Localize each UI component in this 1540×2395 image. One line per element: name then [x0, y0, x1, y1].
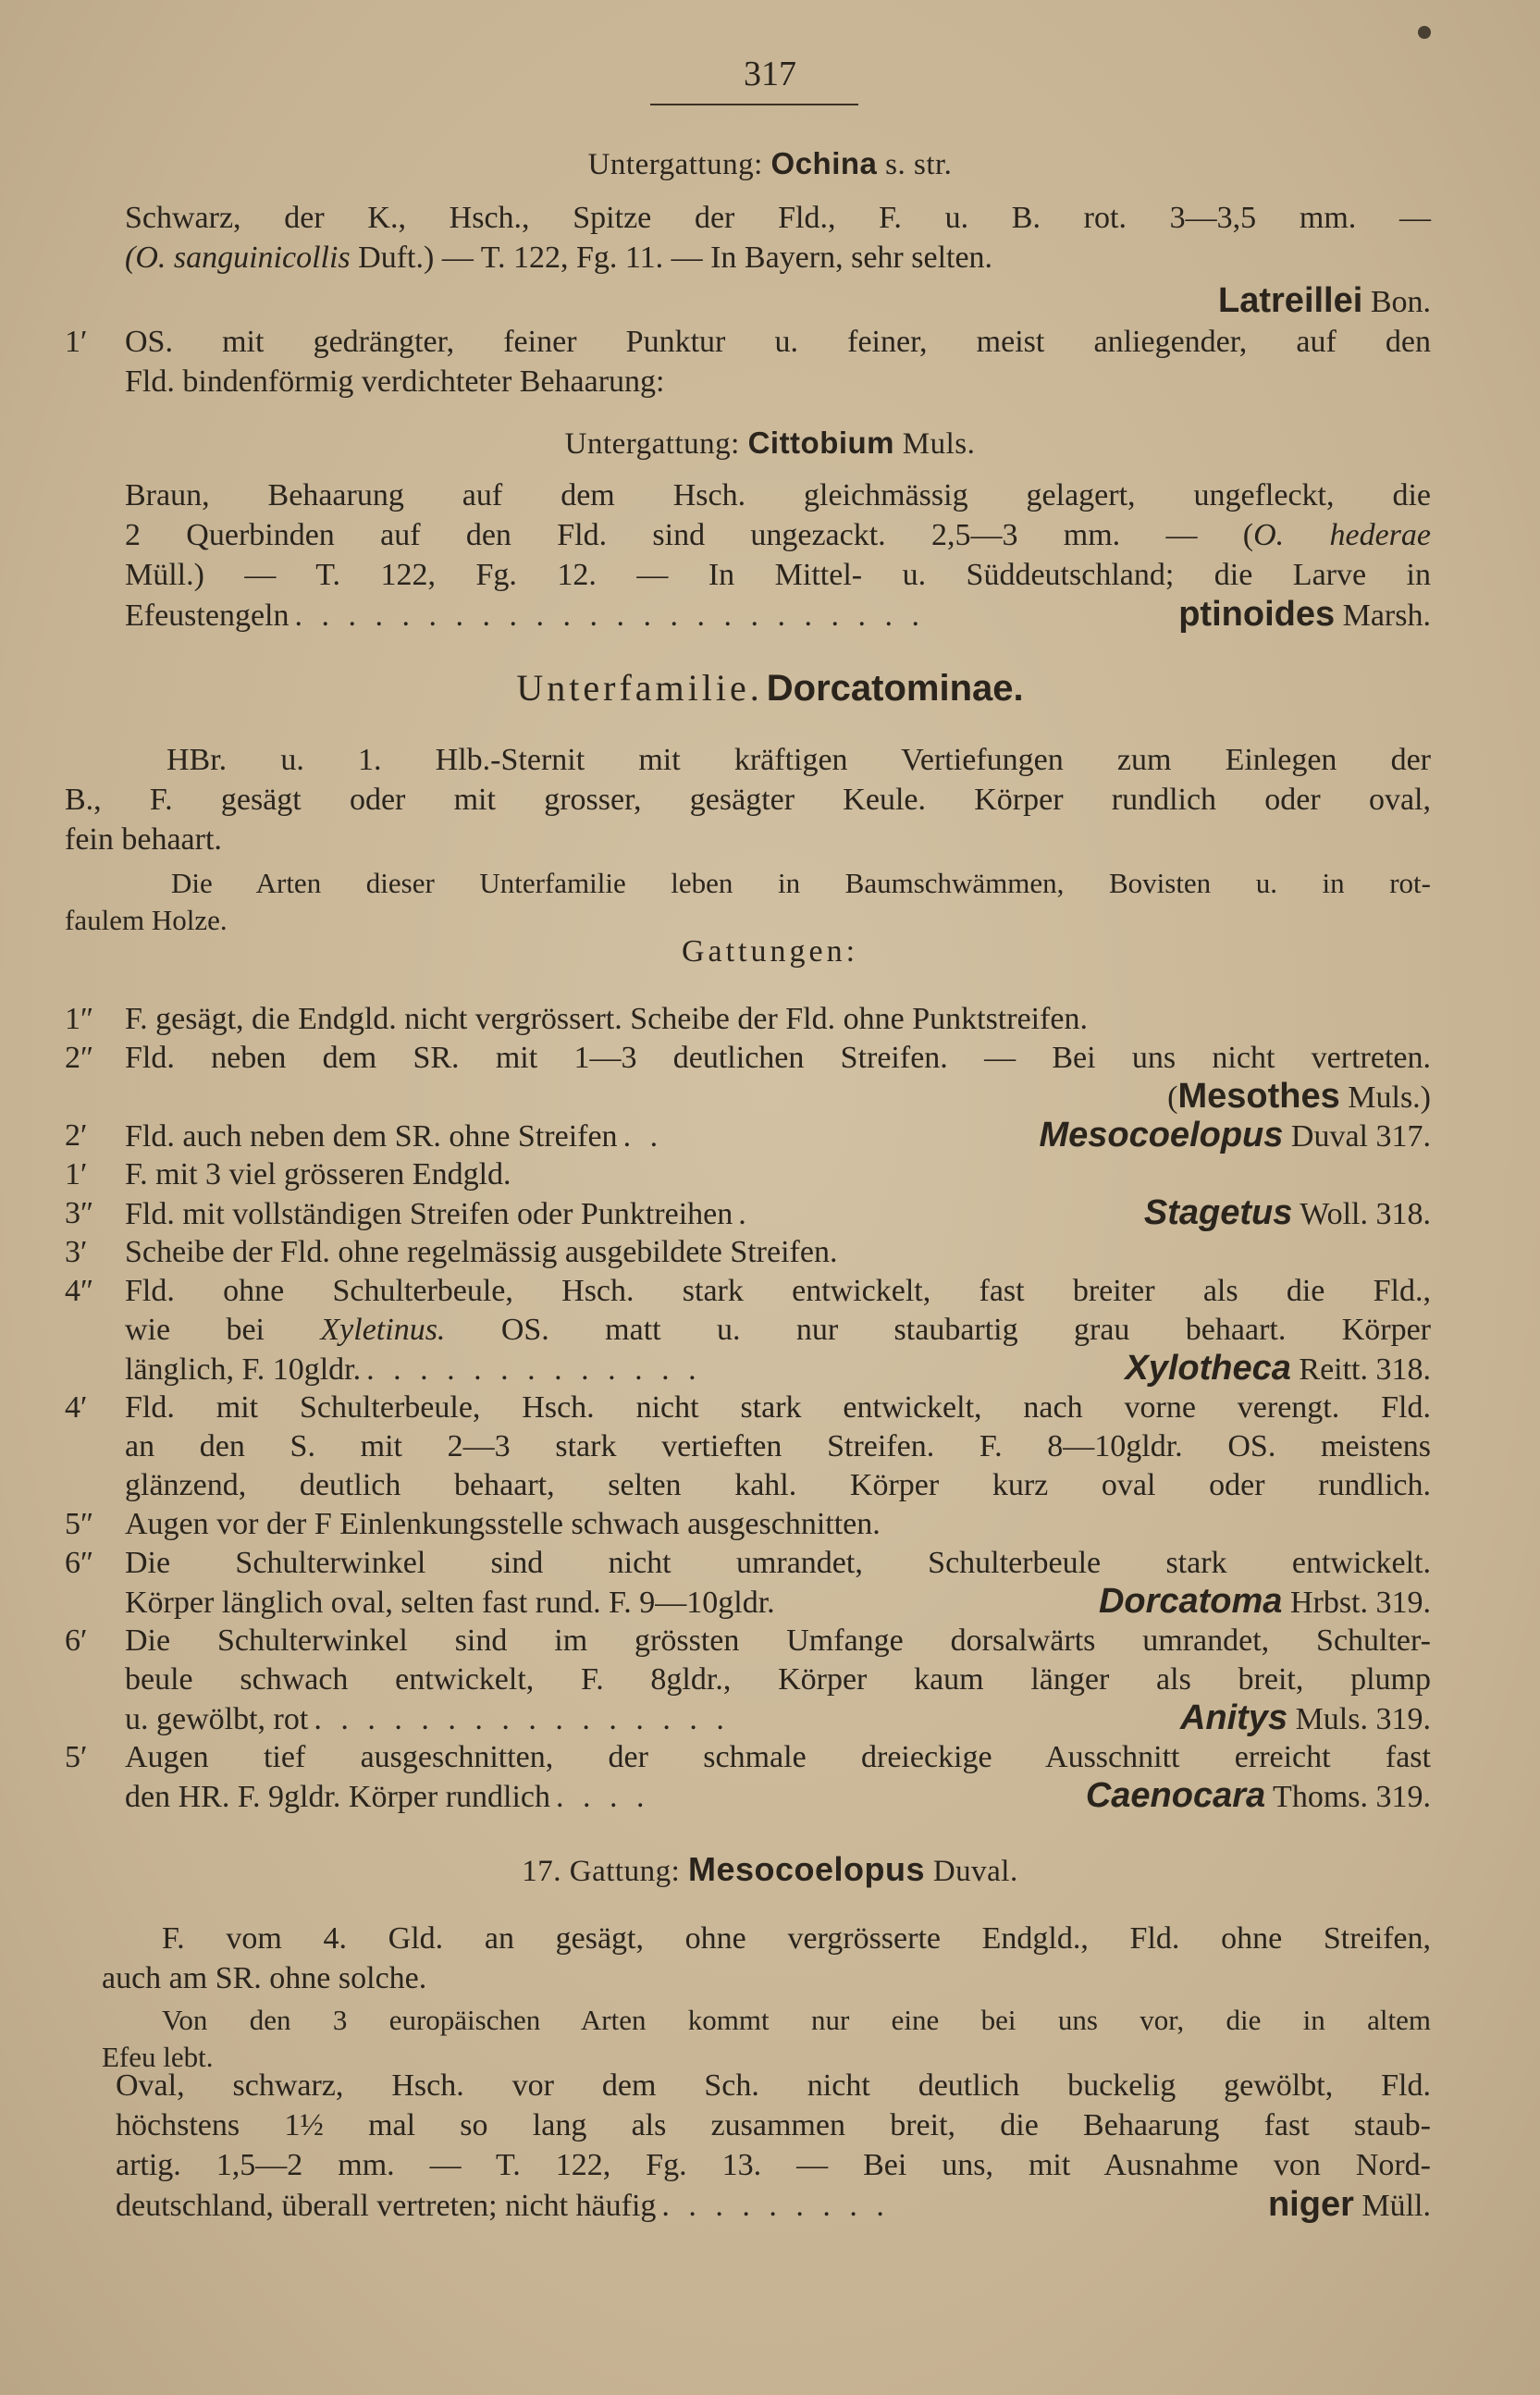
- key-number: 1″: [65, 1002, 94, 1036]
- genus-name: Mesocoelopus: [688, 1850, 926, 1888]
- subgenus-prefix: Untergattung:: [587, 148, 763, 181]
- key-genus-line: [125, 1077, 1431, 1116]
- key-genus-line: [125, 1582, 1431, 1621]
- subfamily-name: Dorcatominae.: [766, 668, 1024, 709]
- key-text: u. gewölbt, rot: [125, 1702, 309, 1736]
- entry-line: 2 Querbinden auf den Fld. sind ungezackt. 2,5—3 mm. — (: [125, 518, 1254, 552]
- genus-name: Mesothes: [1177, 1077, 1340, 1116]
- key-line: Augen vor der F Einlenkungsstelle schwach ausgeschnitten.: [125, 1507, 881, 1541]
- key-genus-line: [125, 1116, 1431, 1154]
- ink-spot: [1418, 26, 1431, 39]
- leader-dots: . .: [622, 1119, 664, 1154]
- genus-heading-17: [0, 1850, 1540, 1889]
- key-number: 5″: [65, 1507, 94, 1541]
- entry-line: Müll.) — T. 122, Fg. 12. — In Mittel- u. Süddeutschland; die Larve in: [125, 558, 1431, 592]
- key-number: 6″: [65, 1546, 94, 1580]
- genus-name: Mesocoelopus: [1039, 1116, 1284, 1154]
- key-text: Körper länglich oval, selten fast rund. F. 9—10gldr.: [125, 1586, 775, 1620]
- genus-name: Dorcatoma: [1098, 1582, 1283, 1621]
- genus-author: Duval 317.: [1290, 1119, 1431, 1154]
- entry-line: Oval, schwarz, Hsch. vor dem Sch. nicht deutlich buckelig gewölbt, Fld.: [116, 2068, 1431, 2103]
- key-line: Fld. mit Schulterbeule, Hsch. nicht stark entwickelt, nach vorne verengt. Fld.: [125, 1390, 1431, 1425]
- key-line: Die Schulterwinkel sind im grössten Umfange dorsalwärts umrandet, Schulter-: [125, 1623, 1431, 1658]
- key-line: Fld. ohne Schulterbeule, Hsch. stark entwickelt, fast breiter als die Fld.,: [125, 1274, 1431, 1308]
- key-number: 2″: [65, 1041, 94, 1075]
- key-number: 1′: [65, 1157, 88, 1191]
- key-line: an den S. mit 2—3 stark vertieften Streifen. F. 8—10gldr. OS. meistens: [125, 1429, 1431, 1463]
- key-genus-line: [125, 1349, 1431, 1388]
- entry-line: Schwarz, der K., Hsch., Spitze der Fld., F. u. B. rot. 3—3,5 mm. —: [125, 201, 1431, 235]
- key-line: Fld. neben dem SR. mit 1—3 deutlichen Streifen. — Bei uns nicht vertreten.: [125, 1041, 1431, 1075]
- entry-line: Fld. bindenförmig verdichteter Behaarung:: [125, 364, 665, 399]
- intro-line: fein behaart.: [65, 822, 222, 857]
- paren: (: [1167, 1080, 1178, 1115]
- leader-dots: . . . . . . . . . . . . . . . .: [314, 1702, 730, 1736]
- genus-author: Hrbst. 319.: [1289, 1586, 1431, 1620]
- key-line: [125, 1310, 1431, 1349]
- genus-name: Xylotheca: [1125, 1349, 1291, 1388]
- subgenus-heading-ochina: [0, 146, 1540, 182]
- genus-author: Woll. 318.: [1300, 1197, 1431, 1231]
- key-line: Scheibe der Fld. ohne regelmässig ausgebildete Streifen.: [125, 1235, 838, 1269]
- genus-prefix: 17. Gattung:: [522, 1855, 681, 1888]
- key-text: Fld. mit vollständigen Streifen oder Punktreihen: [125, 1197, 733, 1231]
- key-number: 3″: [65, 1196, 94, 1230]
- leader-dots: . . . . . . . . . . . . . . . . . . . . . . . .: [294, 599, 925, 633]
- genus-author: Thoms. 319.: [1273, 1780, 1431, 1814]
- key-genus-line: [125, 1698, 1431, 1737]
- entry-cittobium: [125, 475, 1431, 635]
- key-genus-line: [125, 1776, 1431, 1815]
- key-number: 4″: [65, 1274, 94, 1308]
- description-line: Efeu lebt.: [102, 2041, 214, 2073]
- key-number: 2′: [65, 1118, 88, 1153]
- leader-dots: . . . . . . . . .: [661, 2189, 890, 2223]
- key-number: 4′: [65, 1390, 88, 1425]
- key-number: 3′: [65, 1235, 88, 1269]
- page-number: 317: [744, 55, 796, 93]
- key-number: 1′: [65, 325, 88, 359]
- entry-line: Braun, Behaarung auf dem Hsch. gleichmässig gelagert, ungefleckt, die: [125, 478, 1431, 512]
- intro-line: Die Arten dieser Unterfamilie leben in Baumschwämmen, Bovisten u. in rot-: [171, 867, 1431, 899]
- species-name: niger: [1267, 2185, 1354, 2224]
- key-number: 5′: [65, 1740, 88, 1774]
- key-line: Augen tief ausgeschnitten, der schmale dreieckige Ausschnitt erreicht fast: [125, 1740, 1431, 1774]
- entry-line: Efeustengeln: [125, 599, 290, 633]
- species-name: Latreillei: [1218, 281, 1363, 320]
- entry-line: artig. 1,5—2 mm. — T. 122, Fg. 13. — Bei uns, mit Ausnahme von Nord-: [116, 2148, 1431, 2182]
- species-author: Marsh.: [1342, 599, 1431, 633]
- genus-17-description: [102, 1919, 1431, 2076]
- subfamily-heading: [0, 666, 1540, 710]
- subgenus-prefix: Untergattung:: [564, 427, 740, 461]
- leader-dots: .: [738, 1197, 752, 1231]
- key-text: Fld. auch neben dem SR. ohne Streifen: [125, 1119, 618, 1154]
- genus-name: Stagetus: [1143, 1193, 1293, 1232]
- key-number: 6′: [65, 1623, 88, 1658]
- subfamily-intro: [65, 740, 1431, 939]
- intro-line: B., F. gesägt oder mit grosser, gesägter Keule. Körper rundlich oder oval,: [65, 783, 1431, 817]
- species-name: ptinoides: [1178, 595, 1336, 634]
- entry-italic: (O. sanguinicollis: [125, 241, 351, 275]
- subgenus-heading-cittobium: [0, 426, 1540, 462]
- key-line: Die Schulterwinkel sind nicht umrandet, Schulterbeule stark entwickelt.: [125, 1546, 1431, 1580]
- key-line: F. mit 3 viel grösseren Endgld.: [125, 1157, 511, 1191]
- subgenus-suffix: s. str.: [885, 148, 953, 181]
- entry-niger: [116, 2066, 1431, 2225]
- entry-line: höchstens 1½ mal so lang als zusammen breit, die Behaarung fast staub-: [116, 2108, 1431, 2142]
- header-rule: [650, 104, 858, 105]
- subgenus-suffix: Muls.: [902, 427, 976, 461]
- key-line: glänzend, deutlich behaart, selten kahl. Körper kurz oval oder rundlich.: [125, 1468, 1431, 1502]
- entry-line: OS. mit gedrängter, feiner Punktur u. feiner, meist anliegender, auf den: [125, 325, 1431, 359]
- intro-line: faulem Holze.: [65, 904, 228, 936]
- genus-author: Reitt. 318.: [1299, 1352, 1431, 1387]
- key-text: OS. matt u. nur staubartig grau behaart. Körper: [500, 1313, 1432, 1347]
- intro-line: HBr. u. 1. Hlb.-Sternit mit kräftigen Vertiefungen zum Einlegen der: [166, 743, 1431, 777]
- subgenus-name: Cittobium: [747, 426, 895, 460]
- species-author: Müll.: [1361, 2189, 1431, 2223]
- key-italic: Xyletinus.: [320, 1313, 446, 1347]
- key-text: den HR. F. 9gldr. Körper rundlich: [125, 1780, 550, 1814]
- description-line: auch am SR. ohne solche.: [102, 1961, 427, 1995]
- entry-line: Duft.) — T. 122, Fg. 11. — In Bayern, sehr selten.: [358, 241, 993, 275]
- entry-italic: O. hederae: [1253, 518, 1431, 552]
- species-author: Bon.: [1370, 285, 1431, 319]
- leader-dots: . . . . . . . . . . . . .: [366, 1352, 702, 1387]
- description-line: F. vom 4. Gld. an gesägt, ohne vergrösserte Endgld., Fld. ohne Streifen,: [162, 1921, 1431, 1956]
- key-line: F. gesägt, die Endgld. nicht vergrössert. Scheibe der Fld. ohne Punktstreifen.: [125, 1002, 1089, 1036]
- leader-dots: . . . .: [556, 1780, 650, 1814]
- key-genus-line: [125, 1193, 1431, 1232]
- genus-suffix: Duval.: [932, 1855, 1018, 1888]
- subgenus-name: Ochina: [770, 146, 878, 180]
- genus-name: Caenocara: [1085, 1776, 1266, 1815]
- description-line: Von den 3 europäischen Arten kommt nur eine bei uns vor, die in altem: [162, 2004, 1431, 2036]
- key-line: beule schwach entwickelt, F. 8gldr., Körper kaum länger als breit, plump: [125, 1662, 1431, 1697]
- genus-author: Muls. 319.: [1295, 1702, 1431, 1736]
- entry-line: deutschland, überall vertreten; nicht häufig: [116, 2189, 657, 2223]
- subfamily-prefix: Unterfamilie.: [516, 667, 763, 709]
- key-text: wie bei: [125, 1313, 265, 1347]
- entry-ochina: [125, 198, 1431, 322]
- genus-name: Anitys: [1179, 1698, 1288, 1737]
- genus-author: Muls.): [1348, 1080, 1431, 1115]
- gattungen-title: Gattungen:: [681, 934, 859, 969]
- key-text: länglich, F. 10gldr.: [125, 1352, 362, 1387]
